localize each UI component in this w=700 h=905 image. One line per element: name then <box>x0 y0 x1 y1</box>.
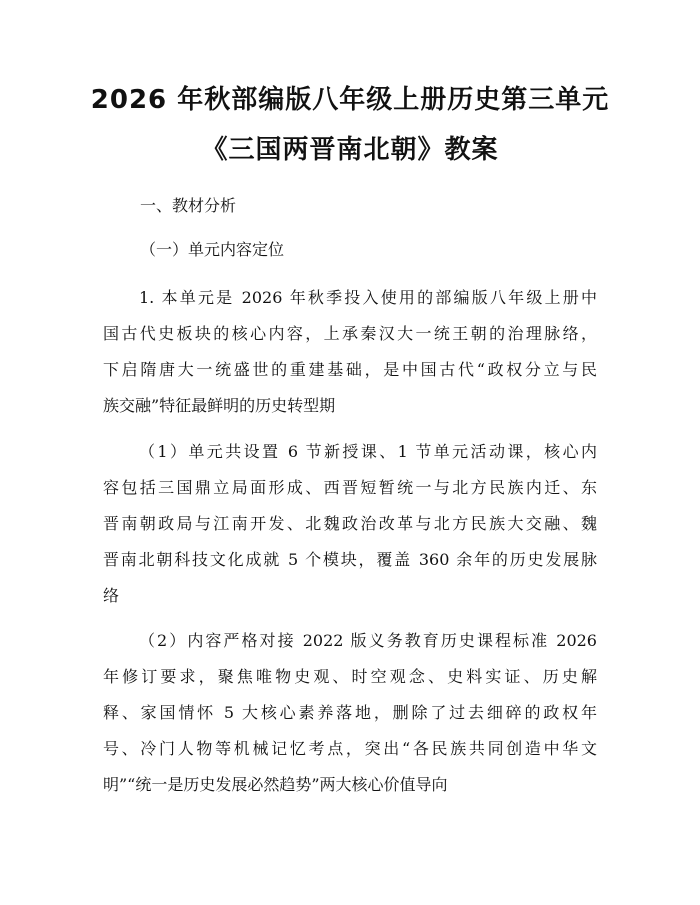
paragraph-line: 晋南北朝科技文化成就 5 个模块，覆盖 360 余年的历史发展脉 <box>103 550 597 569</box>
paragraph-line: 明”“统一是历史发展必然趋势”两大核心价值导向 <box>103 775 448 794</box>
paragraph-line: 1. 本单元是 2026 年秋季投入使用的部编版八年级上册中 <box>139 288 597 307</box>
document-title-line-2: 《三国两晋南北朝》教案 <box>201 135 499 165</box>
paragraph-line: 国古代史板块的核心内容，上承秦汉大一统王朝的治理脉络， <box>103 324 597 343</box>
paragraph-line: 年修订要求，聚焦唯物史观、时空观念、史料实证、历史解 <box>103 667 597 686</box>
paragraph-line: 络 <box>103 586 120 605</box>
paragraph-curriculum-alignment <box>103 623 597 803</box>
paragraph-line: （2）内容严格对接 2022 版义务教育历史课程标准 2026 <box>139 631 597 650</box>
document-title-line-1: 2026 年秋部编版八年级上册历史第三单元 <box>90 85 610 115</box>
paragraph-line: 族交融”特征最鲜明的历史转型期 <box>103 396 336 415</box>
section-heading-textbook-analysis: 一、教材分析 <box>140 196 237 215</box>
paragraph-line: 容包括三国鼎立局面形成、西晋短暂统一与北方民族内迁、东 <box>103 478 597 497</box>
paragraph-unit-overview <box>103 280 597 424</box>
subsection-heading-unit-positioning: （一）单元内容定位 <box>140 240 285 259</box>
paragraph-unit-structure <box>103 434 597 614</box>
paragraph-line: 晋南朝政局与江南开发、北魏政治改革与北方民族大交融、魏 <box>103 514 597 533</box>
paragraph-line: 释、家国情怀 5 大核心素养落地，删除了过去细碎的政权年 <box>103 703 597 722</box>
paragraph-line: 号、冷门人物等机械记忆考点，突出“各民族共同创造中华文 <box>103 739 597 758</box>
paragraph-line: （1）单元共设置 6 节新授课、1 节单元活动课，核心内 <box>139 442 597 461</box>
paragraph-line: 下启隋唐大一统盛世的重建基础，是中国古代“政权分立与民 <box>103 360 597 379</box>
